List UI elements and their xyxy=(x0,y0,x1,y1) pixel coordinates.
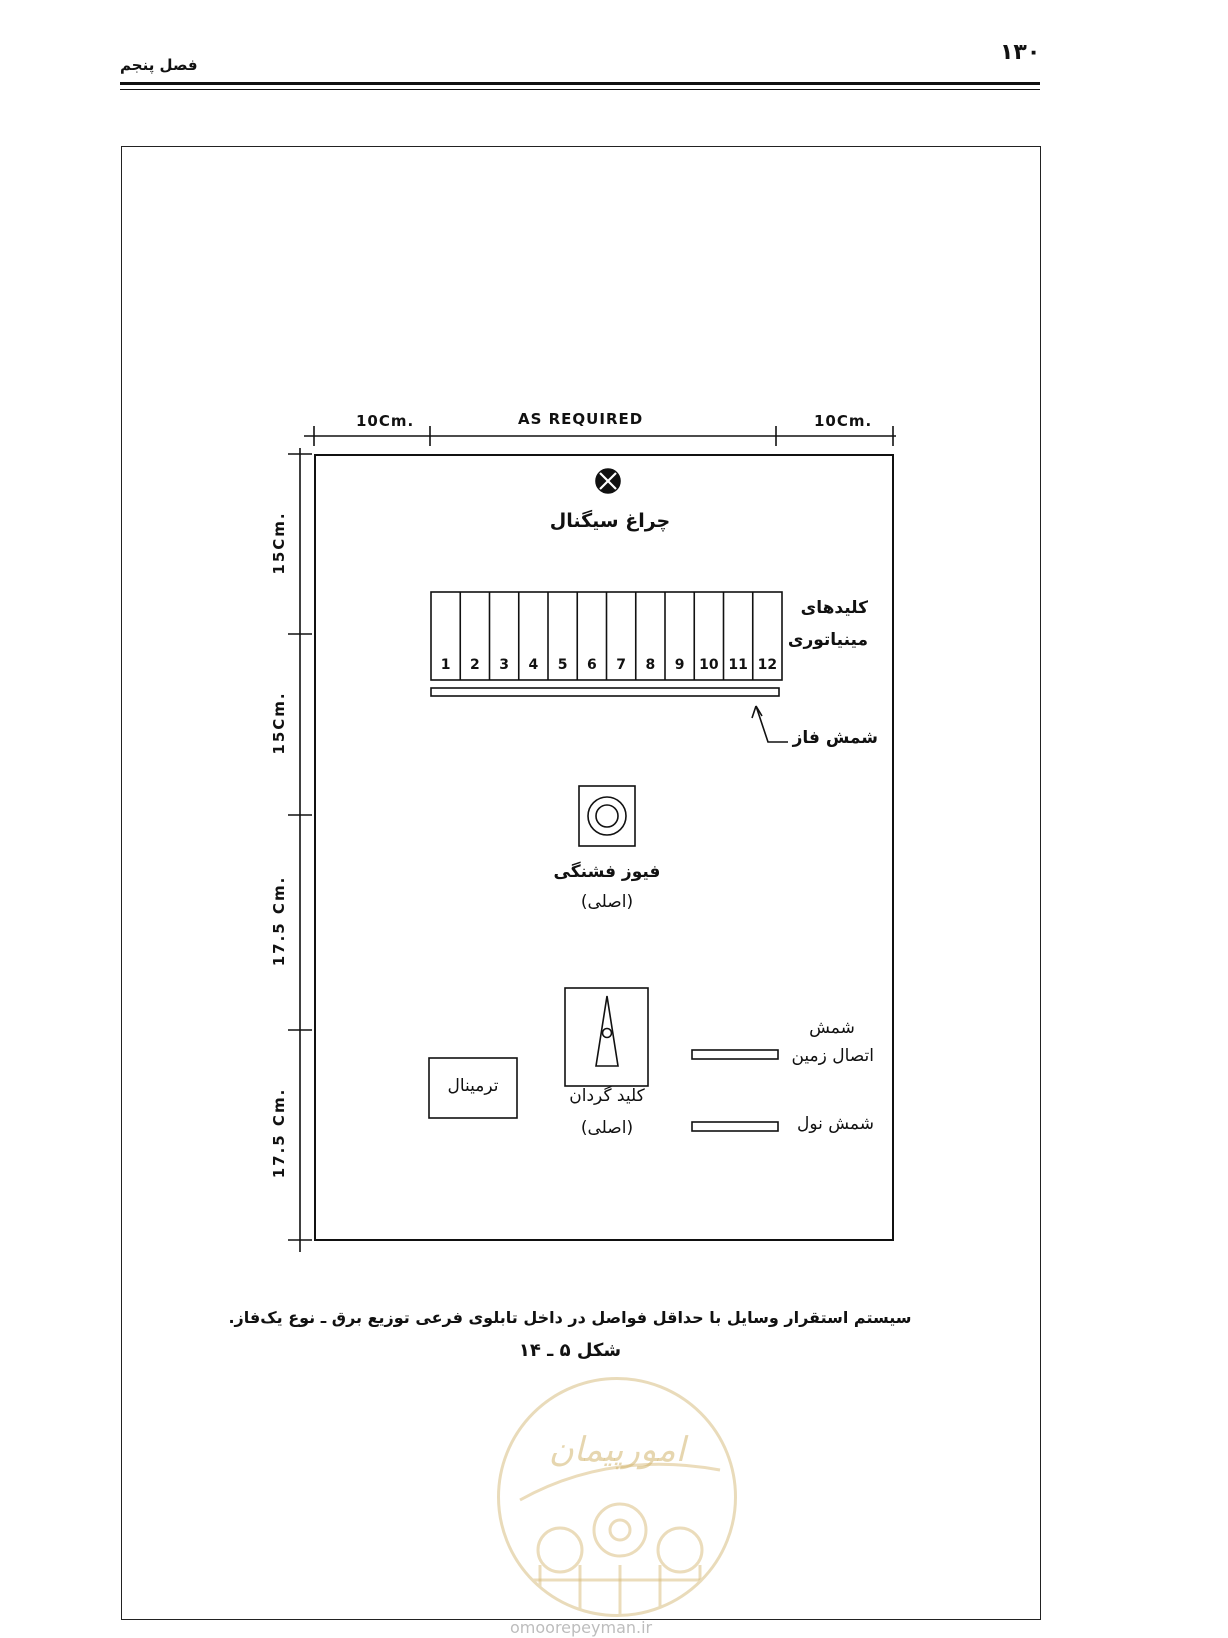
site-url: omoorepeyman.ir xyxy=(510,1618,653,1637)
dim-top-middle: AS REQUIRED xyxy=(518,410,644,428)
leader-arrow xyxy=(752,706,762,718)
dim-side-2: 15Cm. xyxy=(270,691,288,755)
fuse-label-line1: فیوز فشنگی xyxy=(553,862,661,882)
dim-side-3: 17.5 Cm. xyxy=(270,875,288,967)
mcb-number: 10 xyxy=(699,657,719,673)
dim-side-1: 15Cm. xyxy=(270,511,288,575)
terminal-label: ترمینال xyxy=(447,1076,499,1096)
dim-top-left: 10Cm. xyxy=(356,412,415,430)
watermark-gears-icon xyxy=(500,1380,737,1617)
mcb-number: 1 xyxy=(440,657,451,673)
mcb-number: 8 xyxy=(645,657,656,673)
phase-busbar-label: شمش فاز xyxy=(792,728,878,748)
earth-busbar-label-line2: اتصال زمین xyxy=(791,1046,874,1066)
signal-lamp-label: چراغ سیگنال xyxy=(549,510,671,532)
chapter-title: فصل پنجم xyxy=(120,56,198,74)
mcb-number: 12 xyxy=(757,657,778,673)
mcb-number: 6 xyxy=(587,657,597,673)
switch-label-line2: (اصلی) xyxy=(580,1118,634,1138)
watermark-logo xyxy=(497,1377,737,1617)
signal-lamp-icon xyxy=(596,469,620,493)
watermark-logo-text: امورپیمان xyxy=(548,1430,686,1470)
dim-top-right: 10Cm. xyxy=(814,412,873,430)
mcb-label-line2: مینیاتوری xyxy=(787,630,868,650)
mcb-number: 7 xyxy=(616,657,626,673)
neutral-busbar-label: شمش نول xyxy=(796,1114,874,1134)
page-number: ۱۳۰ xyxy=(1000,40,1041,65)
fuse-label-line2: (اصلی) xyxy=(580,892,634,912)
phase-busbar xyxy=(431,688,779,696)
mcb-number: 4 xyxy=(528,657,539,673)
neutral-busbar xyxy=(692,1122,778,1131)
mcb-numbers xyxy=(441,657,777,673)
dim-side-4: 17.5 Cm. xyxy=(270,1087,288,1179)
mcb-number: 11 xyxy=(728,657,748,673)
mcb-number: 9 xyxy=(674,657,685,673)
mcb-number: 5 xyxy=(557,657,568,673)
figure-caption: سیستم استقرار وسایل با حداقل فواصل در داخل تابلوی فرعی توزیع برق ـ نوع یک‌فاز. xyxy=(228,1308,912,1327)
phase-busbar-leader xyxy=(756,706,788,742)
mcb-number: 2 xyxy=(470,657,480,673)
earth-busbar-label-line1: شمش xyxy=(809,1018,855,1038)
mcb-label-line1: کلیدهای xyxy=(800,598,868,618)
mcb-number: 3 xyxy=(499,657,509,673)
earth-busbar xyxy=(692,1050,778,1059)
switch-label-line1: کلید گردان xyxy=(569,1086,645,1106)
figure-number: شکل ۵ ـ ۱۴ xyxy=(518,1340,622,1361)
